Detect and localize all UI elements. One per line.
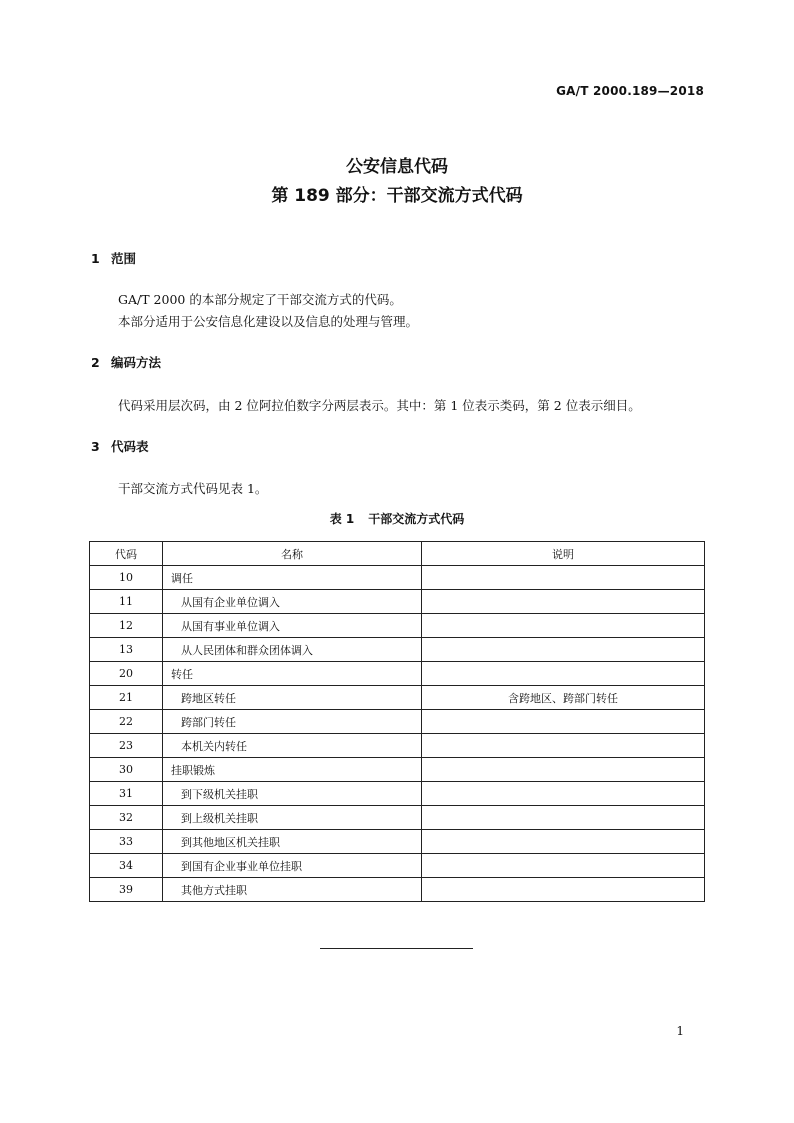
paragraph: 代码采用层次码，由 2 位阿拉伯数字分两层表示。其中：第 1 位表示类码，第 2 位表示细目。 xyxy=(118,398,641,413)
row-name: 到其他地区机关挂职 xyxy=(163,830,422,854)
row-code: 32 xyxy=(90,806,163,830)
paragraph: GA/T 2000 的本部分规定了干部交流方式的代码。 xyxy=(118,292,402,307)
table-row xyxy=(90,566,705,590)
row-note xyxy=(422,662,705,686)
row-code: 22 xyxy=(90,710,163,734)
row-note xyxy=(422,566,705,590)
row-name: 从国有企业单位调入 xyxy=(163,590,422,614)
table-caption xyxy=(0,510,794,527)
document-subtitle: 第 189 部分：干部交流方式代码 xyxy=(271,186,523,206)
end-divider xyxy=(320,948,473,949)
row-note xyxy=(422,614,705,638)
section-heading-coding-method xyxy=(91,353,161,371)
row-code: 23 xyxy=(90,734,163,758)
row-name: 从人民团体和群众团体调入 xyxy=(163,638,422,662)
row-name: 从国有事业单位调入 xyxy=(163,614,422,638)
row-name: 转任 xyxy=(163,662,422,686)
table-row xyxy=(90,758,705,782)
row-code: 31 xyxy=(90,782,163,806)
row-name: 本机关内转任 xyxy=(163,734,422,758)
table-row xyxy=(90,782,705,806)
row-note xyxy=(422,782,705,806)
paragraph: 本部分适用于公安信息化建设以及信息的处理与管理。 xyxy=(118,314,419,329)
section-title: 编码方法 xyxy=(111,355,162,370)
row-note xyxy=(422,806,705,830)
row-name: 到下级机关挂职 xyxy=(163,782,422,806)
section-number: 3 xyxy=(91,439,100,454)
document-title: 公安信息代码 xyxy=(346,157,448,177)
row-code: 20 xyxy=(90,662,163,686)
table-row xyxy=(90,614,705,638)
header-code: 代码 xyxy=(90,542,163,566)
table-row xyxy=(90,590,705,614)
row-code: 10 xyxy=(90,566,163,590)
row-code: 11 xyxy=(90,590,163,614)
table-row xyxy=(90,806,705,830)
row-note xyxy=(422,638,705,662)
row-code: 34 xyxy=(90,854,163,878)
row-note xyxy=(422,878,705,902)
header-name: 名称 xyxy=(163,542,422,566)
page-number: 1 xyxy=(676,1024,684,1038)
row-note xyxy=(422,710,705,734)
row-name: 挂职锻炼 xyxy=(163,758,422,782)
document-code: GA/T 2000.189—2018 xyxy=(556,84,704,98)
table-row xyxy=(90,734,705,758)
section-title: 范围 xyxy=(111,251,137,266)
row-note xyxy=(422,758,705,782)
table-row xyxy=(90,662,705,686)
table-row xyxy=(90,686,705,710)
row-name: 到上级机关挂职 xyxy=(163,806,422,830)
row-name: 跨地区转任 xyxy=(163,686,422,710)
row-code: 12 xyxy=(90,614,163,638)
table-row xyxy=(90,638,705,662)
table-header-row xyxy=(90,542,705,566)
table-row xyxy=(90,854,705,878)
row-note xyxy=(422,734,705,758)
table-caption-title: 干部交流方式代码 xyxy=(368,512,465,526)
row-note xyxy=(422,830,705,854)
header-note: 说明 xyxy=(422,542,705,566)
table-row xyxy=(90,830,705,854)
table-row xyxy=(90,710,705,734)
row-name: 跨部门转任 xyxy=(163,710,422,734)
paragraph: 干部交流方式代码见表 1。 xyxy=(118,481,268,496)
section-number: 1 xyxy=(91,251,100,266)
table-caption-label: 表 1 xyxy=(329,512,355,526)
row-name: 到国有企业事业单位挂职 xyxy=(163,854,422,878)
row-note xyxy=(422,854,705,878)
section-heading-code-table xyxy=(91,437,149,455)
code-table xyxy=(89,541,705,902)
row-code: 33 xyxy=(90,830,163,854)
section-number: 2 xyxy=(91,355,100,370)
row-code: 39 xyxy=(90,878,163,902)
section-title: 代码表 xyxy=(111,439,149,454)
row-code: 13 xyxy=(90,638,163,662)
row-note: 含跨地区、跨部门转任 xyxy=(422,686,705,710)
row-code: 30 xyxy=(90,758,163,782)
table-row xyxy=(90,878,705,902)
row-note xyxy=(422,590,705,614)
row-code: 21 xyxy=(90,686,163,710)
row-name: 调任 xyxy=(163,566,422,590)
row-name: 其他方式挂职 xyxy=(163,878,422,902)
section-heading-scope xyxy=(91,249,136,267)
